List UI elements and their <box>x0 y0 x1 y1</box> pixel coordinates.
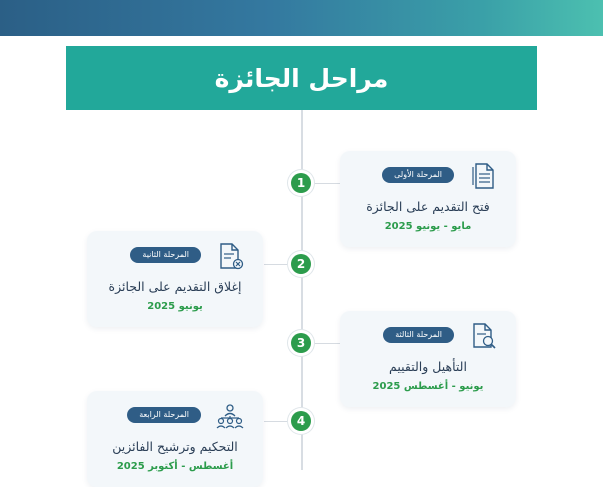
document-search-icon <box>468 321 498 351</box>
connector-3 <box>312 343 340 344</box>
stage-card-1 <box>340 151 516 247</box>
stage-title: التحكيم وترشيح الفائزين <box>112 439 238 454</box>
stage-date: يونيو - أغسطس 2025 <box>372 381 484 392</box>
stage-badge: المرحلة الثالثة <box>383 327 454 343</box>
document-icon <box>468 161 498 191</box>
stage-badge: المرحلة الأولى <box>382 167 454 183</box>
stage-badge: المرحلة الثانية <box>130 247 201 263</box>
stage-title: إغلاق التقديم على الجائزة <box>108 279 242 294</box>
stage-card-3 <box>340 311 516 407</box>
connector-4 <box>264 421 292 422</box>
stage-node-3: 3 <box>291 333 311 353</box>
stage-badge: المرحلة الرابعة <box>127 407 201 423</box>
document-close-icon <box>215 241 245 271</box>
stage-node-4: 4 <box>291 411 311 431</box>
stage-title: فتح التقديم على الجائزة <box>366 199 490 214</box>
page-title: مراحل الجائزة <box>214 63 389 93</box>
stage-card-2 <box>87 231 263 327</box>
connector-1 <box>312 183 340 184</box>
top-gradient-band <box>0 0 603 36</box>
connector-2 <box>264 264 292 265</box>
stage-date: مايو - يونيو 2025 <box>384 221 472 232</box>
stage-date: أغسطس - أكتوبر 2025 <box>116 461 234 472</box>
people-network-icon <box>215 401 245 431</box>
title-banner <box>66 46 537 110</box>
stage-card-4 <box>87 391 263 487</box>
stage-node-1: 1 <box>291 173 311 193</box>
stage-node-2: 2 <box>291 254 311 274</box>
stage-date: يونيو 2025 <box>147 301 203 312</box>
stage-title: التأهيل والتقييم <box>389 359 467 374</box>
